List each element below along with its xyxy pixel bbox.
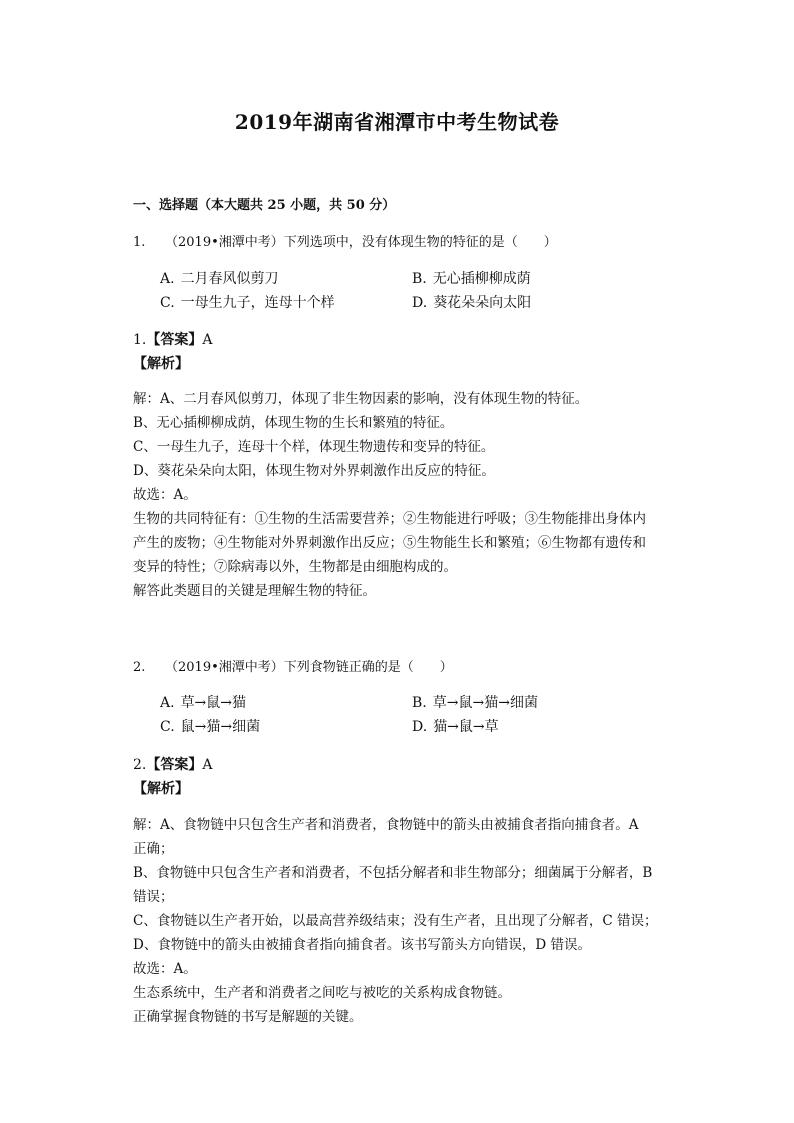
answer-label: 【答案】: [146, 757, 203, 773]
explanation-line: 生态系统中，生产者和消费者之间吃与被吃的关系构成食物链。: [133, 985, 511, 1001]
option-a: [160, 268, 279, 288]
option-b: [412, 268, 531, 288]
page-title: 2019年湖南省湘潭市中考生物试卷: [234, 110, 560, 134]
option-letter: D.: [412, 719, 428, 735]
answer-prefix: 1.: [133, 332, 147, 348]
option-b: [412, 692, 538, 712]
option-text: 鼠→猫→细菌: [180, 719, 261, 735]
answer-value: A: [202, 757, 213, 773]
question-text: （2019•湘潭中考）下列选项中，没有体现生物的特征的是（ ）: [165, 235, 557, 250]
explanation-line: 变异的特性；⑦除病毒以外，生物都是由细胞构成的。: [133, 559, 457, 575]
option-text: 无心插柳柳成荫: [432, 271, 531, 287]
answer-prefix: 2.: [133, 757, 147, 773]
analysis-label: 【解析】: [133, 356, 189, 372]
option-letter: A.: [160, 271, 175, 287]
option-text: 草→鼠→猫→细菌: [432, 695, 538, 711]
answer-value: A: [202, 332, 213, 348]
explanation-line: D、葵花朵朵向太阳，体现生物对外界刺激作出反应的特征。: [133, 463, 495, 479]
explanation-line: 解答此类题目的关键是理解生物的特征。: [133, 583, 376, 599]
option-letter: B.: [412, 271, 427, 287]
option-letter: A.: [160, 695, 175, 711]
explanation-line: B、食物链中只包含生产者和消费者，不包括分解者和非生物部分；细菌属于分解者，B: [133, 865, 653, 881]
option-letter: C.: [160, 719, 175, 735]
answer-label: 【答案】: [146, 332, 203, 348]
explanation-line: 生物的共同特征有：①生物的生活需要营养；②生物能进行呼吸；③生物能排出身体内: [133, 511, 646, 527]
option-letter: D.: [412, 295, 428, 311]
explanation-line: 故选：A。: [133, 961, 197, 977]
analysis-label: 【解析】: [133, 781, 189, 797]
analysis-heading-2: [133, 778, 189, 798]
option-c: [160, 716, 260, 736]
question-number: 1.: [133, 235, 146, 250]
option-letter: C.: [160, 295, 175, 311]
explanation-line: C、一母生九子，连母十个样，体现生物遗传和变异的特征。: [133, 439, 495, 455]
explanation-2: [133, 813, 673, 1029]
option-text: 二月春风似剪刀: [180, 271, 279, 287]
explanation-line: 解：A、食物链中只包含生产者和消费者，食物链中的箭头由被捕食者指向捕食者。A: [133, 817, 639, 833]
explanation-line: D、食物链中的箭头由被捕食者指向捕食者。该书写箭头方向错误，D 错误。: [133, 937, 591, 953]
question-text: （2019•湘潭中考）下列食物链正确的是（ ）: [165, 660, 453, 675]
option-text: 葵花朵朵向太阳: [433, 295, 532, 311]
option-text: 一母生九子，连母十个样: [180, 295, 335, 311]
explanation-line: 正确掌握食物链的书写是解题的关键。: [133, 1009, 363, 1025]
explanation-line: 故选：A。: [133, 487, 197, 503]
option-d: [412, 716, 499, 736]
explanation-line: 正确；: [133, 841, 174, 857]
explanation-line: B、无心插柳柳成荫，体现生物的生长和繁殖的特征。: [133, 415, 454, 431]
option-letter: B.: [412, 695, 427, 711]
option-c: [160, 292, 335, 312]
question-number: 2.: [133, 660, 146, 675]
option-a: [160, 692, 246, 712]
question-1-stem: [133, 231, 557, 250]
answer-line-1: [133, 329, 212, 349]
explanation-line: 错误；: [133, 889, 174, 905]
question-2-stem: [133, 656, 453, 675]
option-d: [412, 292, 531, 312]
answer-line-2: [133, 754, 212, 774]
option-text: 猫→鼠→草: [433, 719, 499, 735]
analysis-heading-1: [133, 353, 189, 373]
explanation-line: C、食物链以生产者开始，以最高营养级结束；没有生产者，且出现了分解者，C 错误；: [133, 913, 658, 929]
option-text: 草→鼠→猫: [180, 695, 247, 711]
explanation-line: 产生的废物；④生物能对外界刺激作出反应；⑤生物能生长和繁殖；⑥生物都有遗传和: [133, 535, 646, 551]
explanation-1: [133, 387, 673, 603]
explanation-line: 解：A、二月春风似剪刀，体现了非生物因素的影响，没有体现生物的特征。: [133, 391, 589, 407]
section-heading: 一、选择题（本大题共 25 小题，共 50 分）: [133, 198, 396, 213]
